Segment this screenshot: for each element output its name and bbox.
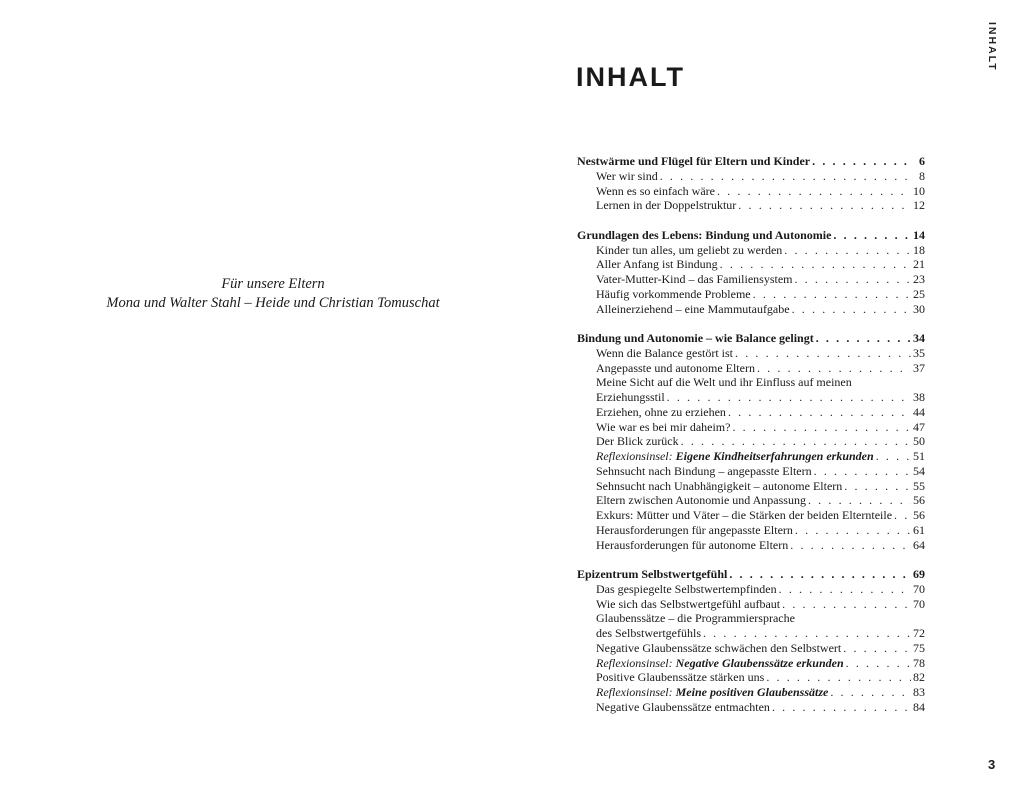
toc-entry-title — [596, 449, 874, 464]
toc-page-number: 34 — [913, 331, 925, 345]
toc-chapter[interactable] — [577, 567, 925, 582]
toc-page-number: 69 — [913, 567, 925, 581]
toc-chapter[interactable] — [577, 154, 925, 169]
toc-spacer — [577, 213, 925, 228]
toc-spacer — [577, 552, 925, 567]
toc-leader — [795, 523, 911, 538]
toc-entry[interactable] — [577, 361, 925, 376]
toc-entry[interactable] — [577, 464, 925, 479]
reflection-prefix: Reflexionsinsel: — [596, 685, 673, 699]
toc-chapter-title: Grundlagen des Lebens: Bindung und Autonomie — [577, 227, 832, 242]
toc-page-number: 12 — [913, 198, 925, 213]
toc-entry[interactable] — [577, 508, 925, 523]
toc-spacer — [577, 316, 925, 331]
toc-page-number: 44 — [913, 404, 925, 419]
toc-entry-title-line[interactable]: Glaubenssätze – die Programmiersprache — [596, 611, 795, 626]
toc-chapter[interactable] — [577, 228, 925, 243]
toc-page-number: 56 — [913, 508, 925, 522]
toc-page-number: 47 — [913, 419, 925, 434]
toc-leader — [846, 656, 911, 671]
toc-page-number: 35 — [913, 345, 925, 360]
toc-entry[interactable] — [577, 198, 925, 213]
toc-leader — [808, 493, 911, 508]
toc-leader — [814, 464, 911, 479]
toc-page-number: 37 — [913, 360, 925, 375]
toc-entry-title: Vater-Mutter-Kind – das Familiensystem — [596, 272, 793, 286]
toc-entry-title: Positive Glaubenssätze stärken uns — [596, 670, 765, 685]
toc-entry-title: des Selbstwertgefühls — [596, 626, 701, 640]
reflection-title: Negative Glaubenssätze erkunden — [675, 655, 844, 670]
toc-entry[interactable] — [577, 538, 925, 553]
toc-leader — [894, 508, 911, 523]
toc-entry-title: Negative Glaubenssätze schwächen den Selbstwert — [596, 640, 842, 655]
toc-entry[interactable] — [577, 523, 925, 538]
toc-entry-title: Lernen in der Doppelstruktur — [596, 198, 737, 213]
toc-entry[interactable] — [577, 641, 925, 656]
toc-entry-title: Kinder tun alles, um geliebt zu werden — [596, 242, 783, 257]
toc-entry[interactable] — [577, 626, 925, 641]
toc-leader — [816, 331, 911, 346]
toc-chapter-title: Nestwärme und Flügel für Eltern und Kinder — [577, 154, 811, 168]
toc-leader — [757, 361, 911, 376]
toc-entry-title: Der Blick zurück — [596, 434, 679, 449]
toc-leader — [738, 198, 911, 213]
toc-entry-title: Aller Anfang ist Bindung — [596, 257, 718, 272]
toc-entry-title: Alleinerziehend – eine Mammutaufgabe — [596, 301, 790, 316]
toc-entry[interactable] — [577, 405, 925, 420]
toc-entry-title: Das gespiegelte Selbstwertempfinden — [596, 581, 777, 596]
toc-entry-title: Häufig vorkommende Probleme — [596, 286, 751, 301]
toc-leader — [812, 154, 911, 169]
toc-entry[interactable] — [577, 420, 925, 435]
toc-page-number: 55 — [913, 478, 925, 493]
page-title: INHALT — [576, 62, 685, 92]
toc-leader — [703, 626, 911, 641]
toc-entry-title: Negative Glaubenssätze entmachten — [596, 699, 770, 714]
toc-page-number: 38 — [913, 390, 925, 404]
toc-leader — [843, 641, 911, 656]
toc-page-number: 72 — [913, 626, 925, 640]
toc-entry-title — [596, 656, 844, 671]
toc-leader — [784, 243, 911, 258]
toc-page-number: 8 — [919, 168, 925, 183]
toc-page-number: 30 — [913, 301, 925, 316]
toc-entry-reflection[interactable] — [577, 656, 925, 671]
toc-leader — [667, 390, 911, 405]
running-head: INHALT — [986, 22, 998, 72]
toc-page-number: 78 — [913, 655, 925, 670]
toc-entry[interactable] — [577, 257, 925, 272]
toc-entry-title: Erziehen, ohne zu erziehen — [596, 404, 726, 419]
toc-entry[interactable] — [577, 670, 925, 685]
toc-page-number: 54 — [913, 463, 925, 478]
toc-leader — [753, 287, 911, 302]
reflection-prefix: Reflexionsinsel: — [596, 449, 673, 463]
toc-page-number: 61 — [913, 522, 925, 537]
toc-leader — [681, 434, 911, 449]
reflection-title: Meine positiven Glaubenssätze — [675, 685, 829, 699]
toc-entry-title-line[interactable]: Meine Sicht auf die Welt und ihr Einfluss auf meinen — [596, 375, 852, 390]
toc-entry[interactable] — [577, 700, 925, 715]
toc-page-number: 14 — [913, 227, 925, 242]
toc-page-number: 70 — [913, 596, 925, 611]
toc-chapter[interactable] — [577, 331, 925, 346]
toc-chapter-title: Epizentrum Selbstwertgefühl — [577, 567, 728, 581]
toc-entry[interactable] — [577, 493, 925, 508]
toc-leader — [833, 228, 911, 243]
toc-leader — [790, 538, 911, 553]
toc-page-number: 82 — [913, 670, 925, 685]
toc-leader — [660, 169, 911, 184]
toc-entry[interactable] — [577, 302, 925, 317]
toc-page-number: 21 — [913, 257, 925, 272]
toc-entry-title: Erziehungsstil — [596, 390, 665, 404]
toc-page-number: 6 — [919, 154, 925, 168]
toc-entry-title: Wenn es so einfach wäre — [596, 183, 715, 198]
toc-page-number: 23 — [913, 272, 925, 286]
toc-leader — [794, 272, 911, 287]
toc-page-number: 64 — [913, 537, 925, 552]
toc-leader — [772, 700, 911, 715]
toc-entry-reflection[interactable] — [577, 449, 925, 464]
toc-page-number: 10 — [913, 183, 925, 198]
toc-entry[interactable] — [577, 243, 925, 258]
toc-entry[interactable] — [577, 582, 925, 597]
toc-page-number: 50 — [913, 434, 925, 449]
toc-page-number: 18 — [913, 242, 925, 257]
toc-chapter-title: Bindung und Autonomie – wie Balance gelingt — [577, 331, 814, 345]
toc-leader — [729, 567, 911, 582]
page-number: 3 — [988, 757, 996, 772]
table-of-contents — [577, 154, 925, 715]
toc-leader — [876, 449, 911, 464]
toc-entry[interactable] — [577, 390, 925, 405]
toc-leader — [782, 597, 911, 612]
toc-leader — [779, 582, 911, 597]
dedication-line-1: Für unsere Eltern — [221, 276, 325, 292]
toc-page-number: 75 — [913, 640, 925, 655]
toc-leader — [735, 346, 911, 361]
toc-page-number: 84 — [913, 699, 925, 714]
toc-entry-title: Sehnsucht nach Bindung – angepasste Eltern — [596, 463, 812, 478]
toc-entry-title: Exkurs: Mütter und Väter – die Stärken der beiden Elternteile — [596, 508, 893, 522]
toc-entry-title: Wie war es bei mir daheim? — [596, 419, 731, 434]
toc-entry-title: Herausforderungen für autonome Eltern — [596, 537, 789, 552]
toc-entry-title: Angepasste und autonome Eltern — [596, 360, 755, 375]
toc-entry-title — [596, 685, 828, 700]
toc-entry-title: Eltern zwischen Autonomie und Anpassung — [596, 493, 806, 508]
toc-entry[interactable] — [577, 346, 925, 361]
toc-leader — [728, 405, 911, 420]
toc-leader — [844, 479, 911, 494]
toc-entry-title: Herausforderungen für angepasste Eltern — [596, 522, 793, 537]
toc-leader — [830, 685, 911, 700]
toc-leader — [766, 670, 911, 685]
toc-entry-title: Wenn die Balance gestört ist — [596, 345, 733, 360]
toc-entry[interactable] — [577, 597, 925, 612]
toc-entry[interactable] — [577, 287, 925, 302]
toc-entry[interactable] — [577, 434, 925, 449]
toc-entry-title: Sehnsucht nach Unabhängigkeit – autonome Eltern — [596, 478, 843, 493]
toc-leader — [732, 420, 911, 435]
reflection-prefix: Reflexionsinsel: — [596, 655, 673, 670]
toc-entry-title: Wie sich das Selbstwertgefühl aufbaut — [596, 596, 781, 611]
toc-entry-title: Wer wir sind — [596, 168, 658, 183]
toc-entry-reflection[interactable] — [577, 685, 925, 700]
dedication — [60, 275, 486, 313]
toc-page-number: 83 — [913, 685, 925, 699]
toc-page-number: 25 — [913, 286, 925, 301]
toc-entry[interactable] — [577, 184, 925, 199]
toc-leader — [717, 184, 911, 199]
toc-entry[interactable] — [577, 479, 925, 494]
toc-page-number: 70 — [913, 581, 925, 596]
toc-leader — [792, 302, 911, 317]
toc-page-number: 51 — [913, 449, 925, 463]
toc-entry[interactable] — [577, 169, 925, 184]
toc-entry[interactable] — [577, 272, 925, 287]
toc-leader — [720, 257, 911, 272]
dedication-line-2: Mona und Walter Stahl – Heide und Christian Tomuschat — [106, 295, 440, 311]
toc-page-number: 56 — [913, 493, 925, 508]
reflection-title: Eigene Kindheitserfahrungen erkunden — [675, 449, 874, 463]
